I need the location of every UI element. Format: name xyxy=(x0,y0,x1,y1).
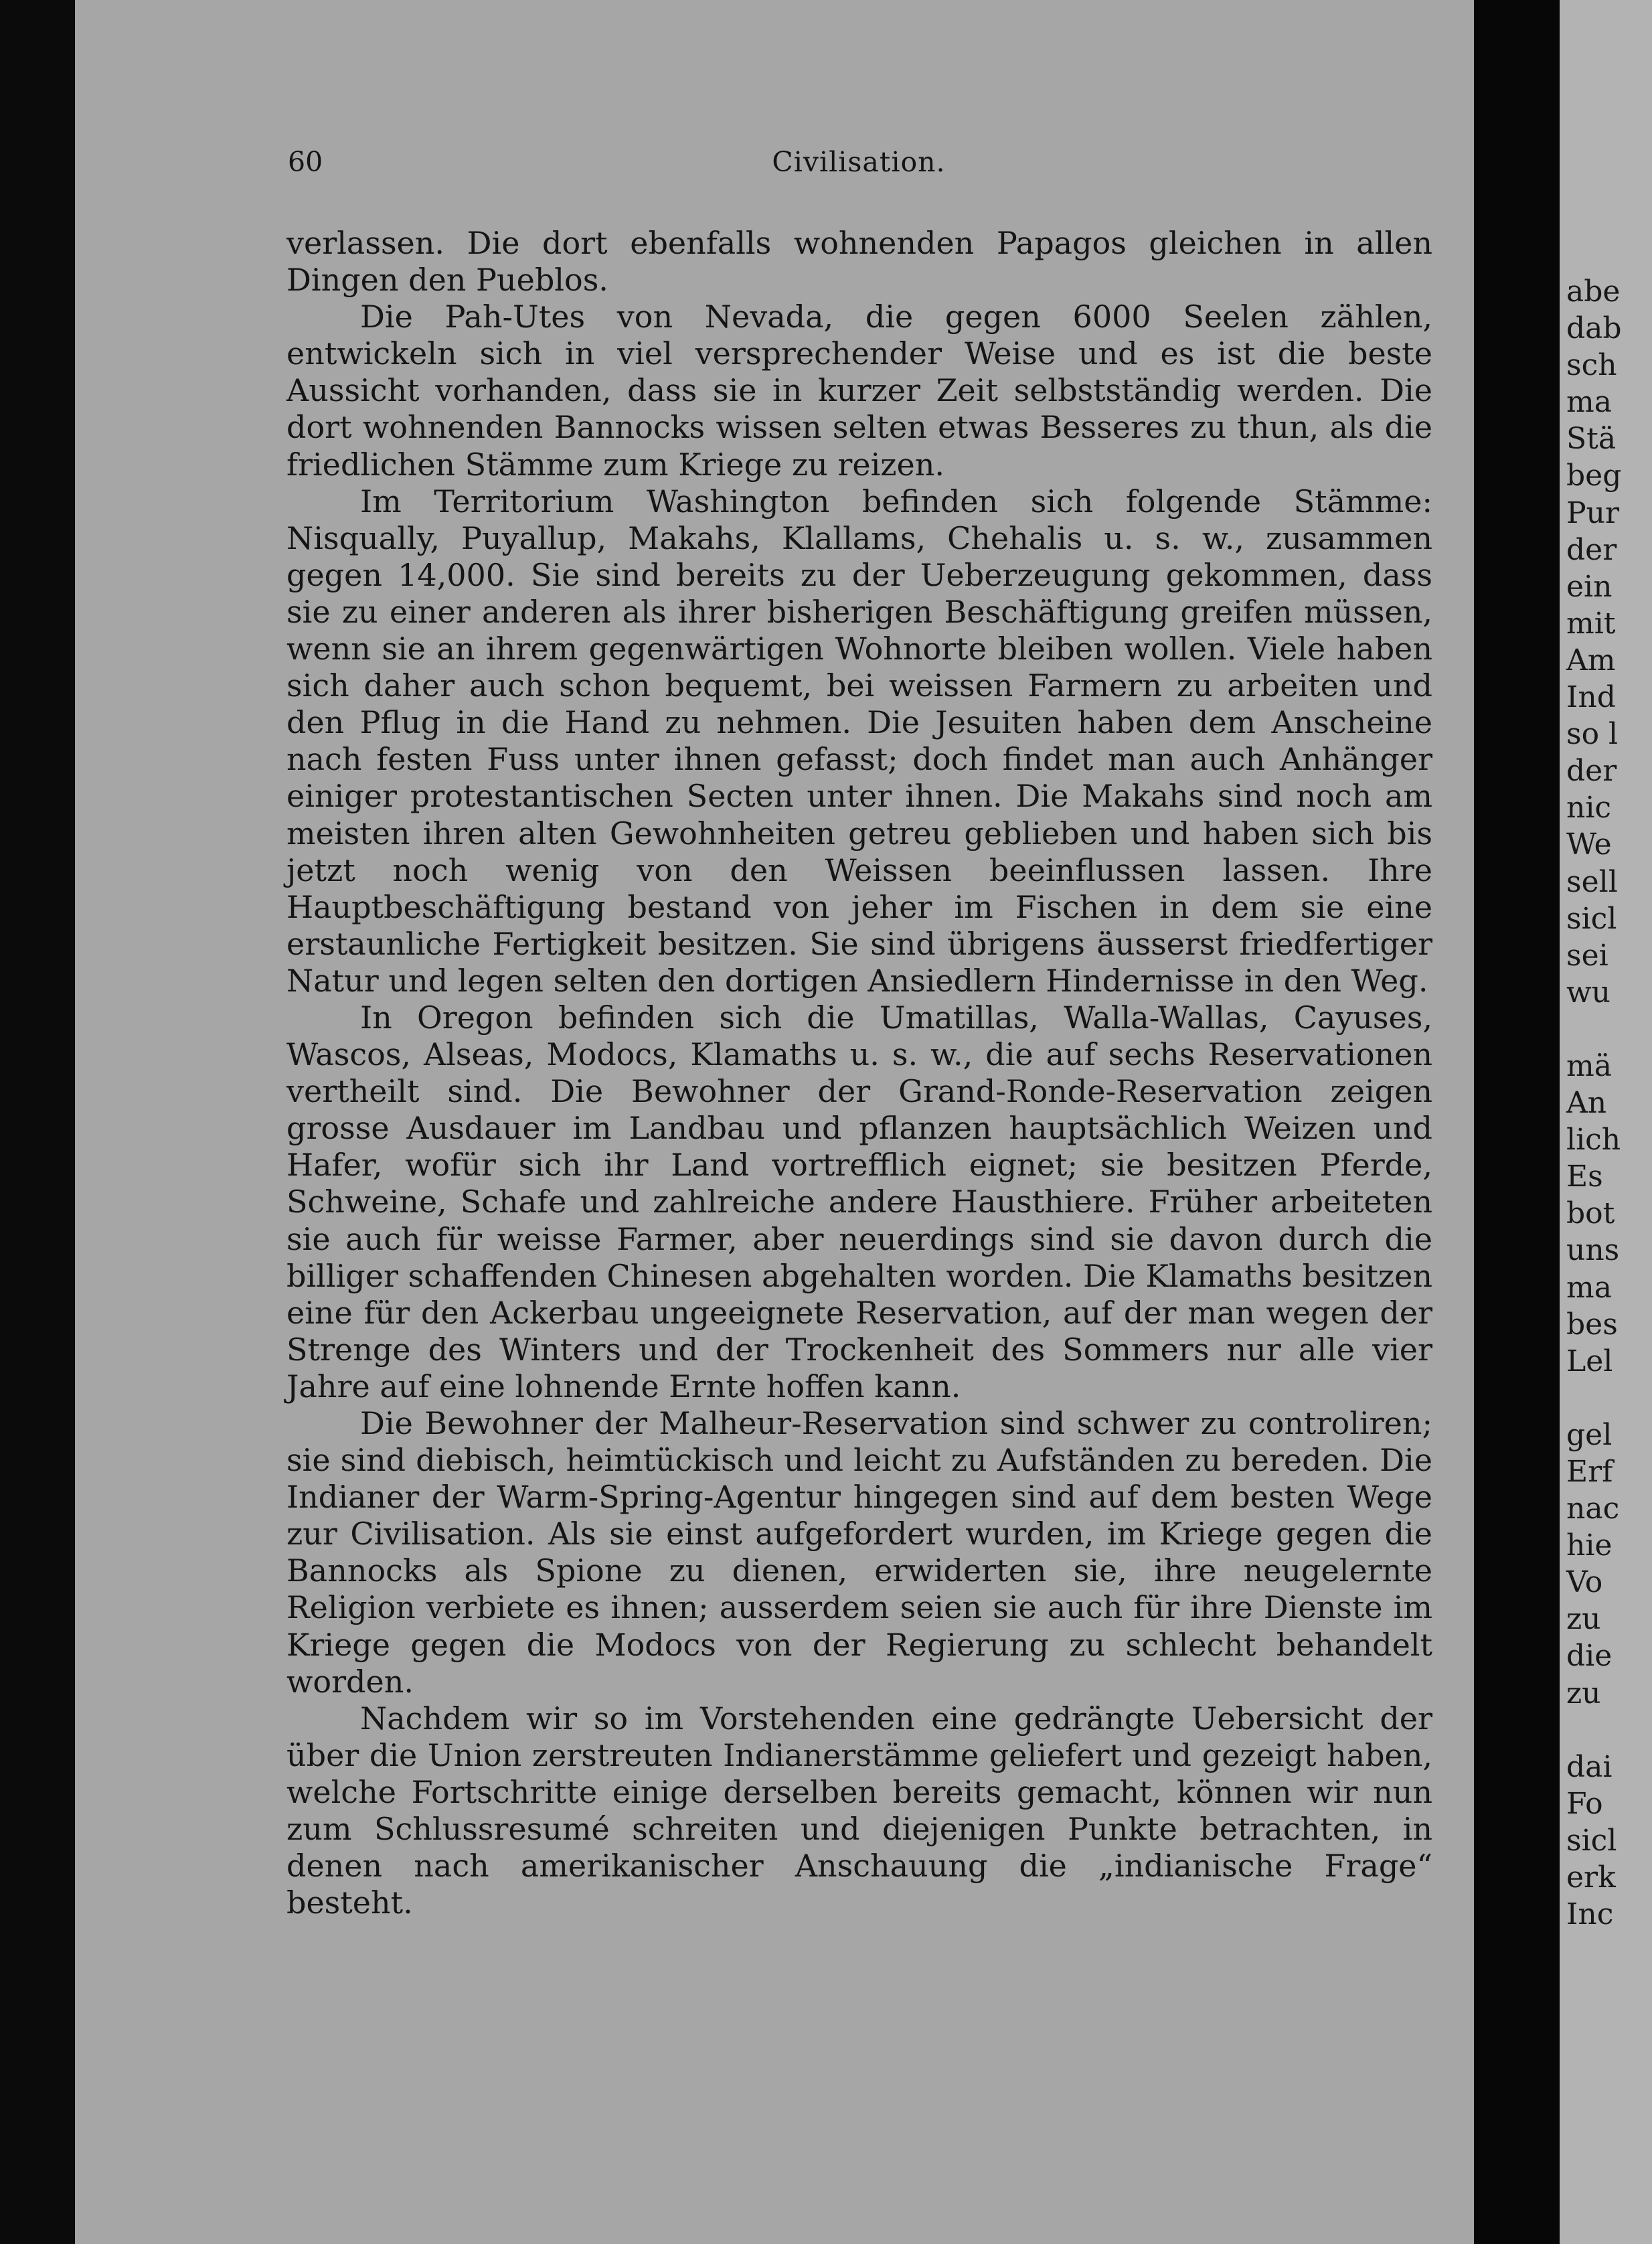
page-header xyxy=(288,146,1430,186)
paragraph-continuation: verlassen. Die dort ebenfalls wohnenden Papagos gleichen in allen Dingen den Pueblos. xyxy=(286,225,1432,299)
right-page-line: ma xyxy=(1566,1270,1612,1305)
running-head: Civilisation. xyxy=(772,146,946,178)
book-page-left xyxy=(75,0,1474,2244)
right-page-line xyxy=(1566,1380,1622,1417)
right-page-line: Ind xyxy=(1566,680,1616,715)
right-page-line: uns xyxy=(1566,1233,1620,1268)
right-page-line: Es xyxy=(1566,1159,1603,1194)
right-page-line: Vo xyxy=(1566,1565,1603,1600)
right-page-line: dai xyxy=(1566,1749,1613,1784)
right-page-line: sicl xyxy=(1566,901,1617,936)
right-page-line: zu xyxy=(1566,1602,1601,1637)
right-page-line: Stä xyxy=(1566,422,1617,457)
right-page-line: hie xyxy=(1566,1528,1613,1563)
page-number: 60 xyxy=(288,146,323,178)
right-page-line: We xyxy=(1566,827,1612,862)
right-page-line: bes xyxy=(1566,1307,1618,1342)
right-page-line: ma xyxy=(1566,385,1612,420)
right-page-line: mit xyxy=(1566,606,1616,641)
right-page-line: sei xyxy=(1566,938,1608,973)
right-page-line xyxy=(1566,1712,1622,1749)
right-page-line: so l xyxy=(1566,717,1619,752)
right-page-line: erk xyxy=(1566,1860,1616,1895)
right-page-text-fragments xyxy=(1566,273,1622,1933)
right-page-line: bot xyxy=(1566,1196,1615,1231)
paragraph-nevada: Die Pah-Utes von Nevada, die gegen 6000 Seelen zählen, entwickeln sich in viel versprechender Weise und es ist die beste Aussicht vorhanden, dass sie in kurzer Zeit selbstständig werden. Die dort wohnenden Bannocks wissen selten etwas Besseres zu thun, als die friedlichen Stämme zum Kriege zu reizen. xyxy=(286,299,1432,483)
right-page-line: lich xyxy=(1566,1123,1621,1157)
paragraph-conclusion: Nachdem wir so im Vorstehenden eine gedrängte Uebersicht der über die Union zerstreuten Indianerstämme geliefert und gezeigt haben, welche Fortschritte einige derselben bereits gemacht, können wir nun zum Schlussresumé schreiten und diejenigen Punkte betrachten, in denen nach amerikanischer Anschauung die „indianische Frage“ besteht. xyxy=(286,1700,1432,1921)
right-page-line: sch xyxy=(1566,348,1617,383)
right-page-line xyxy=(1566,1011,1622,1048)
right-page-line: Pur xyxy=(1566,495,1619,530)
right-page-line: abe xyxy=(1566,274,1621,309)
paragraph-malheur: Die Bewohner der Malheur-Reservation sind schwer zu controliren; sie sind diebisch, heimtückisch und leicht zu Aufständen zu bereden. Die Indianer der Warm-Spring-Agentur hingegen sind auf dem besten Wege zur Civilisation. Als sie einst aufgefordert wurden, im Kriege gegen die Bannocks als Spione zu dienen, erwiderten sie, ihre neugelernte Religion verbiete es ihnen; ausserdem seien sie auch für ihre Dienste im Kriege gegen die Modocs von der Regierung zu schlecht behandelt worden. xyxy=(286,1405,1432,1700)
right-page-line: die xyxy=(1566,1639,1613,1674)
right-page-line: beg xyxy=(1566,459,1622,493)
right-page-line: zu xyxy=(1566,1676,1601,1710)
right-page-line: dab xyxy=(1566,311,1622,346)
book-gutter xyxy=(1474,0,1560,2244)
right-page-line: Fo xyxy=(1566,1786,1603,1821)
right-page-line: Am xyxy=(1566,643,1616,677)
paragraph-oregon: In Oregon befinden sich die Umatillas, Walla-Wallas, Cayuses, Wascos, Alseas, Modocs, Klamaths u. s. w., die auf sechs Reservationen vertheilt sind. Die Bewohner der Grand-Ronde-Reservation zeigen grosse Ausdauer im Landbau und pflanzen hauptsächlich Weizen und Hafer, wofür sich ihr Land vortrefflich eignet; sie besitzen Pferde, Schweine, Schafe und zahlreiche andere Hausthiere. Früher arbeiteten sie auch für weisse Farmer, aber neuerdings sind sie davon durch die billiger schaffenden Chinesen abgehalten worden. Die Klamaths besitzen eine für den Ackerbau ungeeignete Reservation, auf der man wegen der Strenge des Winters und der Trockenheit des Sommers nur alle vier Jahre auf eine lohnende Ernte hoffen kann. xyxy=(286,999,1432,1405)
right-page-line: nic xyxy=(1566,791,1612,825)
book-page-right-edge xyxy=(1560,0,1652,2244)
right-page-line: ein xyxy=(1566,569,1613,604)
right-page-line: der xyxy=(1566,532,1617,567)
right-page-line: An xyxy=(1566,1086,1607,1121)
right-page-line: Erf xyxy=(1566,1455,1613,1489)
paragraph-washington: Im Territorium Washington befinden sich folgende Stämme: Nisqually, Puyallup, Makahs, Klallams, Chehalis u. s. w., zusammen gegen 14,000. Sie sind bereits zu der Ueberzeugung gekommen, dass sie zu einer anderen als ihrer bisherigen Beschäftigung greifen müssen, wenn sie an ihrem gegenwärtigen Wohnorte bleiben wollen. Viele haben sich daher auch schon bequemt, bei weissen Farmern zu arbeiten und den Pflug in die Hand zu nehmen. Die Jesuiten haben dem Anscheine nach festen Fuss unter ihnen gefasst; doch findet man auch Anhänger einiger protestantischen Secten unter ihnen. Die Makahs sind noch am meisten ihren alten Gewohnheiten getreu geblieben und haben sich bis jetzt noch wenig von den Weissen beeinflussen lassen. Ihre Hauptbeschäftigung bestand von jeher im Fischen in dem sie eine erstaunliche Fertigkeit besitzen. Sie sind übrigens äusserst friedfertiger Natur und legen selten den dortigen Ansiedlern Hindernisse in den Weg. xyxy=(286,483,1432,999)
right-page-line: sell xyxy=(1566,864,1618,899)
right-page-line: Inc xyxy=(1566,1897,1614,1932)
right-page-line: gel xyxy=(1566,1417,1613,1452)
right-page-line: mä xyxy=(1566,1048,1612,1083)
right-page-line: sicl xyxy=(1566,1823,1617,1858)
right-page-line: nac xyxy=(1566,1492,1620,1526)
right-page-line: wu xyxy=(1566,975,1610,1010)
right-page-line: Lel xyxy=(1566,1344,1613,1378)
body-text xyxy=(286,225,1432,1921)
right-page-line: der xyxy=(1566,754,1617,789)
